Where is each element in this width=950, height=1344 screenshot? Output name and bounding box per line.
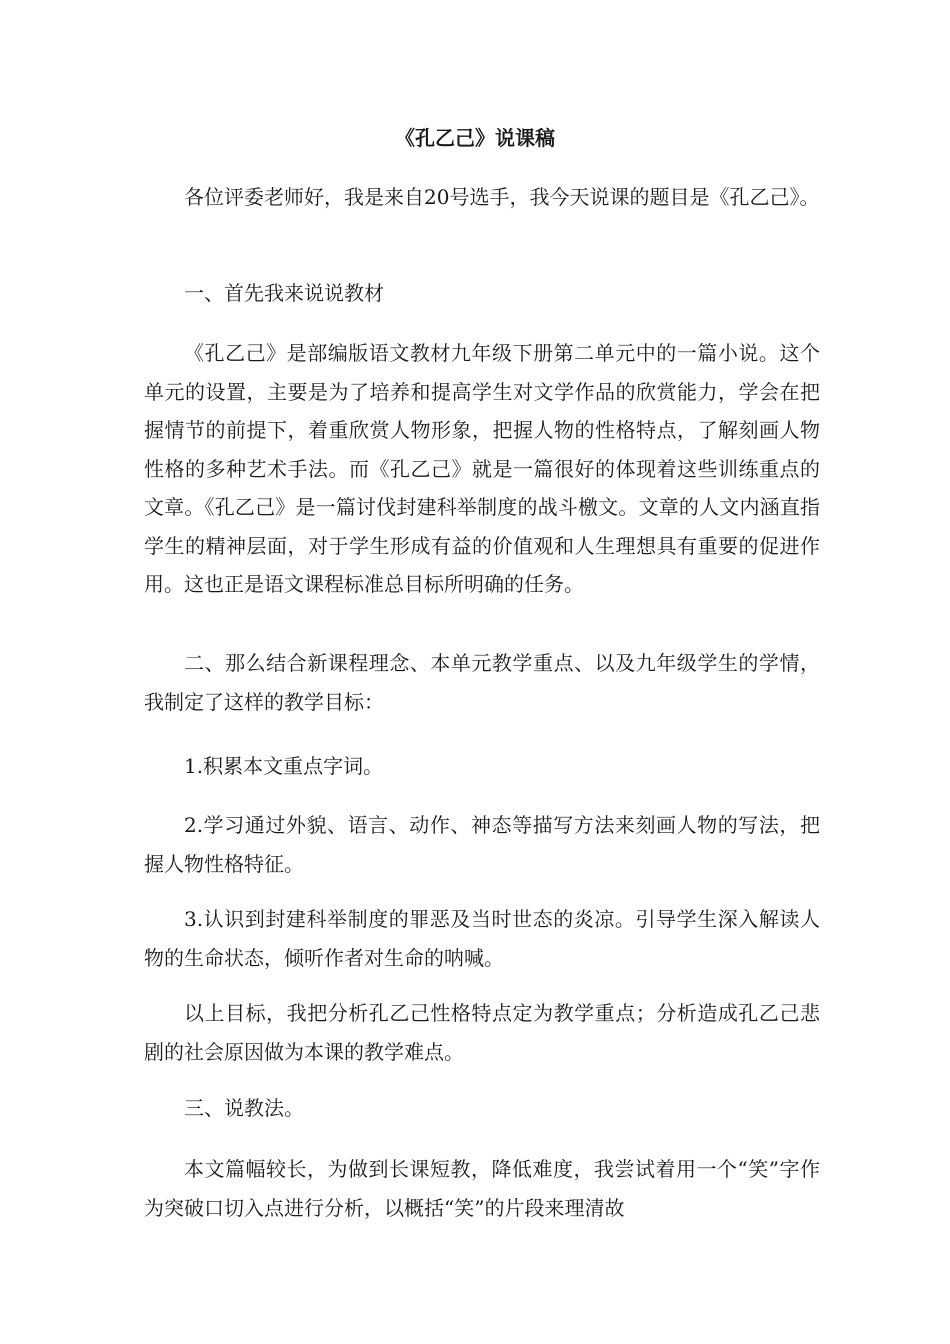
section-2-heading: 二、那么结合新课程理念、本单元教学重点、以及九年级学生的学情，我制定了这样的教学目标：: [144, 651, 820, 714]
section-3-heading: 三、说教法。: [184, 1096, 304, 1120]
intro-paragraph: 各位评委老师好，我是来自20号选手，我今天说课的题目是《孔乙己》。: [184, 185, 820, 209]
key-points-paragraph: 以上目标，我把分析孔乙己性格特点定为教学重点；分析造成孔乙己悲剧的社会原因做为本课的教学难点。: [144, 1001, 820, 1064]
document-title: 《孔乙己》说课稿: [395, 126, 555, 150]
goal-2: 2.学习通过外貌、语言、动作、神态等描写方法来刻画人物的写法，把握人物性格特征。: [144, 813, 820, 876]
goal-3: 3.认识到封建科举制度的罪恶及当时世态的炎凉。引导学生深入解读人物的生命状态，倾听作者对生命的呐喊。: [144, 907, 820, 970]
section-3-body: 本文篇幅较长，为做到长课短教，降低难度，我尝试着用一个“笑”字作为突破口切入点进行分析，以概括“笑”的片段来理清故: [144, 1157, 820, 1220]
section-1-body: 《孔乙己》是部编版语文教材九年级下册第二单元中的一篇小说。这个单元的设置，主要是为了培养和提高学生对文学作品的欣赏能力，学会在把握情节的前提下，着重欣赏人物形象，把握人物的性格特点，了解刻画人物性格的多种艺术手法。而《孔乙己》就是一篇很好的体现着这些训练重点的文章。《孔乙己》是一篇讨伐封建科举制度的战斗檄文。文章的人文内涵直指学生的精神层面，对于学生形成有益的价值观和人生理想具有重要的促进作用。这也正是语文课程标准总目标所明确的任务。: [144, 341, 820, 596]
section-1-heading: 一、首先我来说说教材: [184, 281, 384, 305]
goal-1: 1.积累本文重点字词。: [184, 754, 384, 778]
